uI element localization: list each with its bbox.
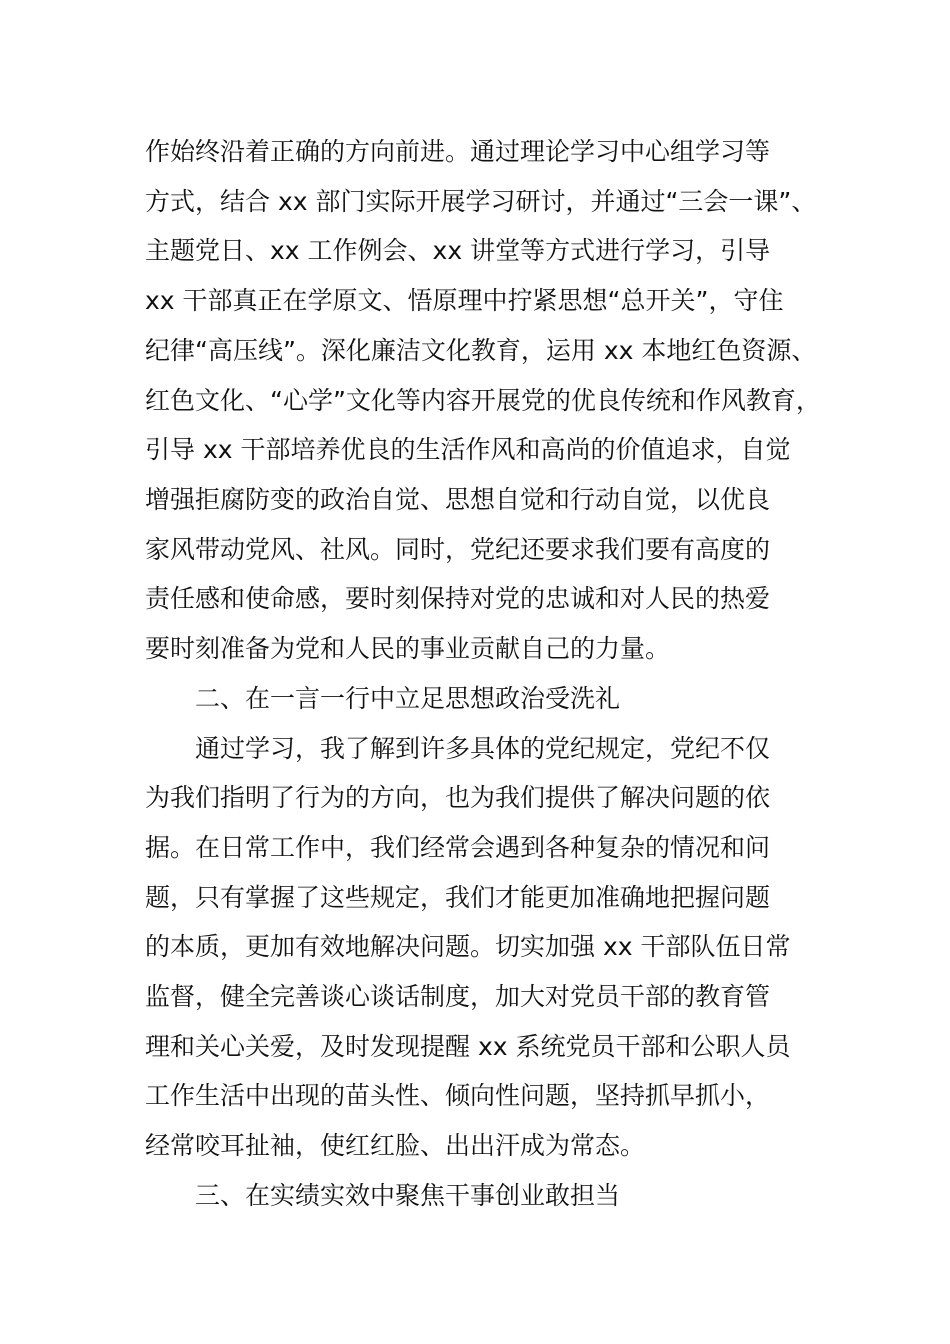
paragraph-line: 作始终沿着正确的方向前进。通过理论学习中心组学习等 xyxy=(145,137,771,166)
paragraph-line: 为我们指明了行为的方向，也为我们提供了解决问题的依 xyxy=(145,783,771,812)
paragraph-line: xx 干部真正在学原文、悟原理中拧紧思想“总开关”，守住 xyxy=(145,286,784,315)
paragraph-line: 引导 xx 干部培养优良的生活作风和高尚的价值追求，自觉 xyxy=(145,435,791,464)
paragraph-line: 据。在日常工作中，我们经常会遇到各种复杂的情况和问 xyxy=(145,833,771,862)
paragraph-line: 纪律“高压线”。深化廉洁文化教育，运用 xx 本地红色资源、 xyxy=(145,336,817,365)
paragraph-line: 增强拒腐防变的政治自觉、思想自觉和行动自觉，以优良 xyxy=(145,485,771,514)
section-heading-3: 三、在实绩实效中聚焦干事创业敢担当 xyxy=(195,1181,621,1210)
paragraph-line: 工作生活中出现的苗头性、倾向性问题，坚持抓早抓小， xyxy=(145,1081,771,1110)
paragraph-line: 理和关心关爱，及时发现提醒 xx 系统党员干部和公职人员 xyxy=(145,1032,791,1061)
paragraph-line: 家风带动党风、社风。同时，党纪还要求我们要有高度的 xyxy=(145,535,771,564)
paragraph-line: 责任感和使命感，要时刻保持对党的忠诚和对人民的热爱 xyxy=(145,584,771,613)
paragraph-line: 的本质，更加有效地解决问题。切实加强 xx 干部队伍日常 xyxy=(145,932,791,961)
paragraph-line: 经常咬耳扯袖，使红红脸、出出汗成为常态。 xyxy=(145,1131,646,1160)
paragraph-line: 通过学习，我了解到许多具体的党纪规定，党纪不仅 xyxy=(195,734,771,763)
paragraph-line: 要时刻准备为党和人民的事业贡献自己的力量。 xyxy=(145,634,671,663)
paragraph-line: 主题党日、xx 工作例会、xx 讲堂等方式进行学习，引导 xyxy=(145,236,771,265)
paragraph-line: 红色文化、“心学”文化等内容开展党的优良传统和作风教育， xyxy=(145,386,821,415)
paragraph-line: 题，只有掌握了这些规定，我们才能更加准确地把握问题 xyxy=(145,883,771,912)
paragraph-line: 监督，健全完善谈心谈话制度，加大对党员干部的教育管 xyxy=(145,982,771,1011)
paragraph-line: 方式，结合 xx 部门实际开展学习研讨，并通过“三会一课”、 xyxy=(145,187,817,216)
section-heading-2: 二、在一言一行中立足思想政治受洗礼 xyxy=(195,684,621,713)
